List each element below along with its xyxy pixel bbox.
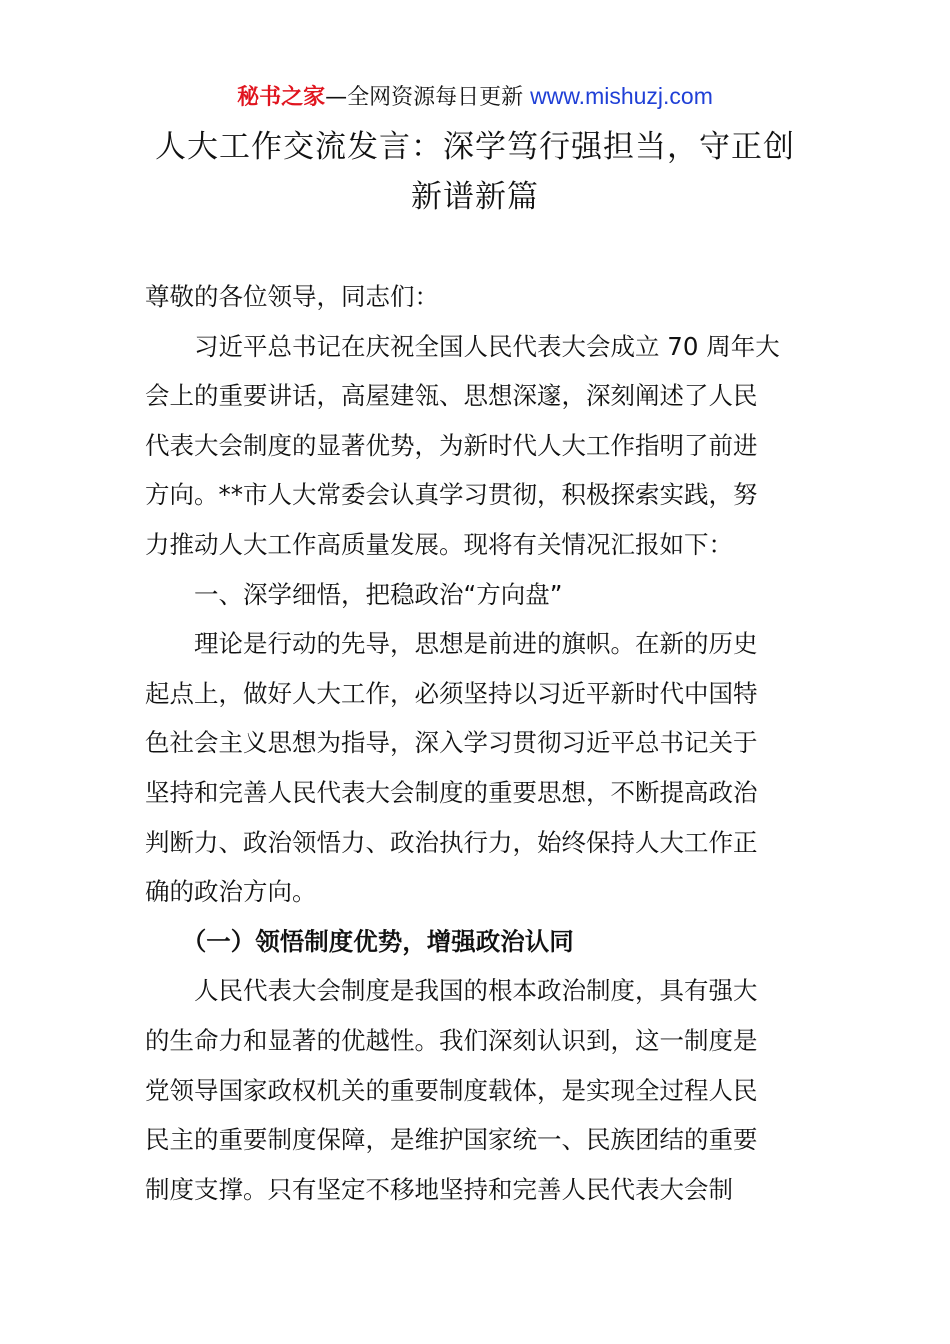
site-tagline: —全网资源每日更新	[325, 85, 531, 110]
paragraph-line: 理论是行动的先导，思想是前进的旗帜。在新的历史	[145, 629, 758, 659]
paragraph-line: 色社会主义思想为指导，深入学习贯彻习近平总书记关于	[145, 728, 758, 758]
paragraph-line: 制度支撑。只有坚定不移地坚持和完善人民代表大会制	[145, 1174, 733, 1204]
paragraph-line: 人民代表大会制度是我国的根本政治制度，具有强大	[145, 976, 758, 1006]
paragraph-line: 代表大会制度的显著优势，为新时代人大工作指明了前进	[145, 430, 758, 460]
document-body	[145, 272, 810, 1214]
salutation-line: 尊敬的各位领导，同志们：	[145, 282, 439, 311]
paragraph-line: 坚持和完善人民代表大会制度的重要思想，不断提高政治	[145, 777, 758, 807]
title-line-2: 新谱新篇	[411, 179, 539, 215]
section-heading-1: 一、深学细悟，把稳政治“方向盘”	[145, 579, 563, 609]
site-brand: 秘书之家	[237, 85, 326, 110]
document-title	[120, 122, 830, 222]
paragraph-line: 确的政治方向。	[145, 877, 317, 907]
subsection-heading-1: （一）领悟制度优势，增强政治认同	[145, 926, 574, 956]
paragraph-line: 党领导国家政权机关的重要制度载体，是实现全过程人民	[145, 1075, 758, 1105]
paragraph-line: 力推动人大工作高质量发展。现将有关情况汇报如下：	[145, 529, 733, 559]
paragraph-line: 会上的重要讲话，高屋建瓴、思想深邃，深刻阐述了人民	[145, 381, 758, 411]
paragraph-line: 起点上，做好人大工作，必须坚持以习近平新时代中国特	[145, 678, 758, 708]
paragraph-line: 方向。**市人大常委会认真学习贯彻，积极探索实践，努	[145, 480, 758, 510]
title-line-1: 人大工作交流发言：深学笃行强担当，守正创	[155, 129, 795, 165]
paragraph-line: 判断力、政治领悟力、政治执行力，始终保持人大工作正	[145, 827, 758, 857]
site-header	[0, 81, 950, 113]
paragraph-line: 民主的重要制度保障，是维护国家统一、民族团结的重要	[145, 1125, 758, 1155]
paragraph-line: 习近平总书记在庆祝全国人民代表大会成立 70 周年大	[145, 331, 780, 361]
paragraph-line: 的生命力和显著的优越性。我们深刻认识到，这一制度是	[145, 1025, 758, 1055]
site-url-link[interactable]: www.mishuzj.com	[530, 83, 713, 109]
